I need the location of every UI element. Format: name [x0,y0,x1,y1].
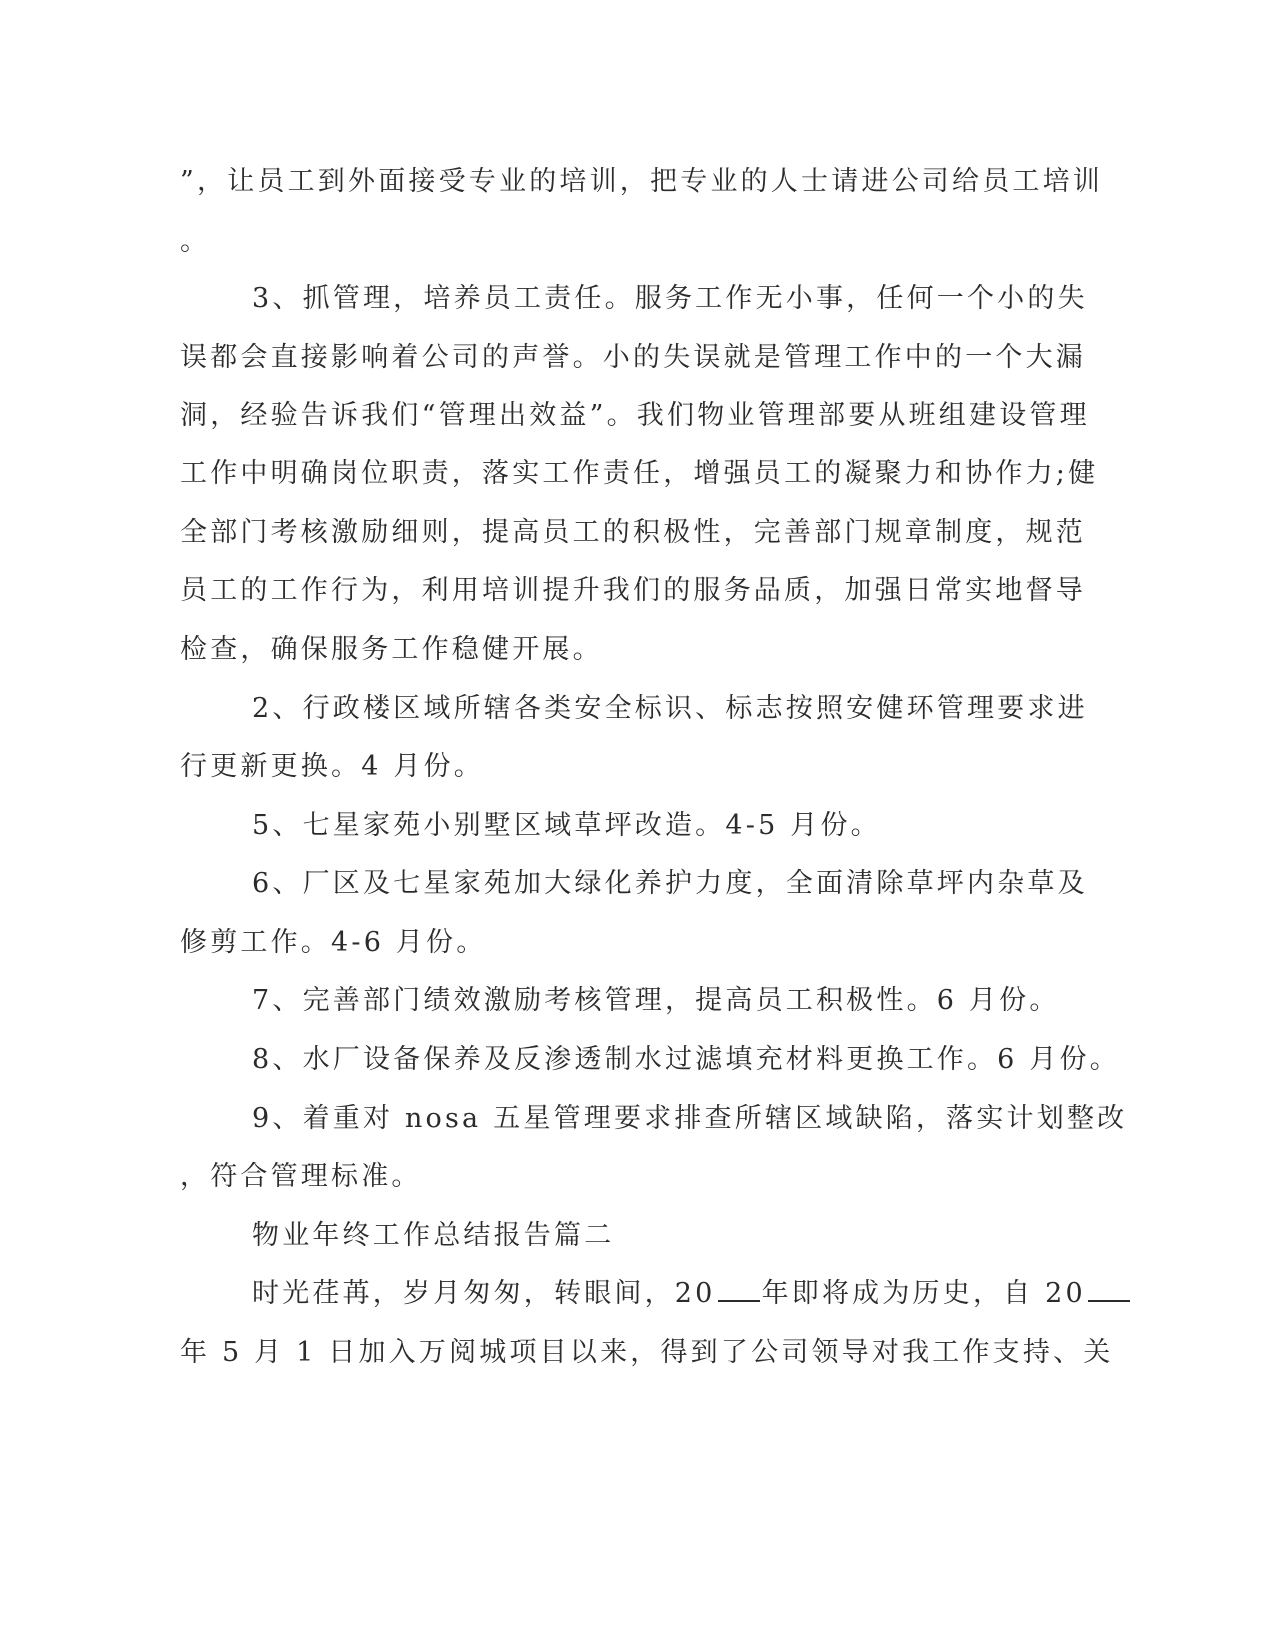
text-line-15: 7、完善部门绩效激励考核管理，提高员工积极性。6 月份。 [252,985,1060,1016]
text-line-4: 误都会直接影响着公司的声誉。小的失误就是管理工作中的一个大漏 [180,342,1086,373]
underline-blank [1088,1276,1130,1302]
text-line-12: 5、七星家苑小别墅区域草坪改造。4-5 月份。 [252,810,881,841]
text-line-7: 全部门考核激励细则，提高员工的积极性，完善部门规章制度，规范 [180,517,1086,548]
text-line-21: 年 5 月 1 日加入万阅城项目以来，得到了公司领导对我工作支持、关 [180,1337,1114,1368]
section-heading: 物业年终工作总结报告篇二 [252,1220,615,1251]
text-line-16: 8、水厂设备保养及反渗透制水过滤填充材料更换工作。6 月份。 [252,1044,1120,1075]
text-line-10: 2、行政楼区域所辖各类安全标识、标志按照安健环管理要求进 [252,693,1088,724]
text-segment: 时光荏苒，岁月匆匆，转眼间，20 [252,1278,716,1309]
text-line-2: 。 [180,226,211,257]
text-line-18: ，符合管理标准。 [180,1161,422,1192]
text-line-8: 员工的工作行为，利用培训提升我们的服务品质，加强日常实地督导 [180,575,1086,606]
text-line-11: 行更新更换。4 月份。 [180,751,484,782]
text-line-13: 6、厂区及七星家苑加大绿化养护力度，全面清除草坪内杂草及 [252,868,1088,899]
text-line-20 [252,1276,1132,1312]
underline-blank [718,1276,760,1302]
text-line-14: 修剪工作。4-6 月份。 [180,927,487,958]
text-segment: 年即将成为历史，自 20 [761,1278,1086,1309]
text-line-17: 9、着重对 nosa 五星管理要求排查所辖区域缺陷，落实计划整改 [252,1103,1128,1134]
text-line-1: ”，让员工到外面接受专业的培训，把专业的人士请进公司给员工培训 [180,166,1104,197]
text-line-6: 工作中明确岗位职责，落实工作责任，增强员工的凝聚力和协作力;健 [180,458,1099,489]
text-line-9: 检查，确保服务工作稳健开展。 [180,634,603,665]
text-line-3: 3、抓管理，培养员工责任。服务工作无小事，任何一个小的失 [252,283,1088,314]
text-line-5: 洞，经验告诉我们“管理出效益”。我们物业管理部要从班组建设管理 [180,400,1090,431]
